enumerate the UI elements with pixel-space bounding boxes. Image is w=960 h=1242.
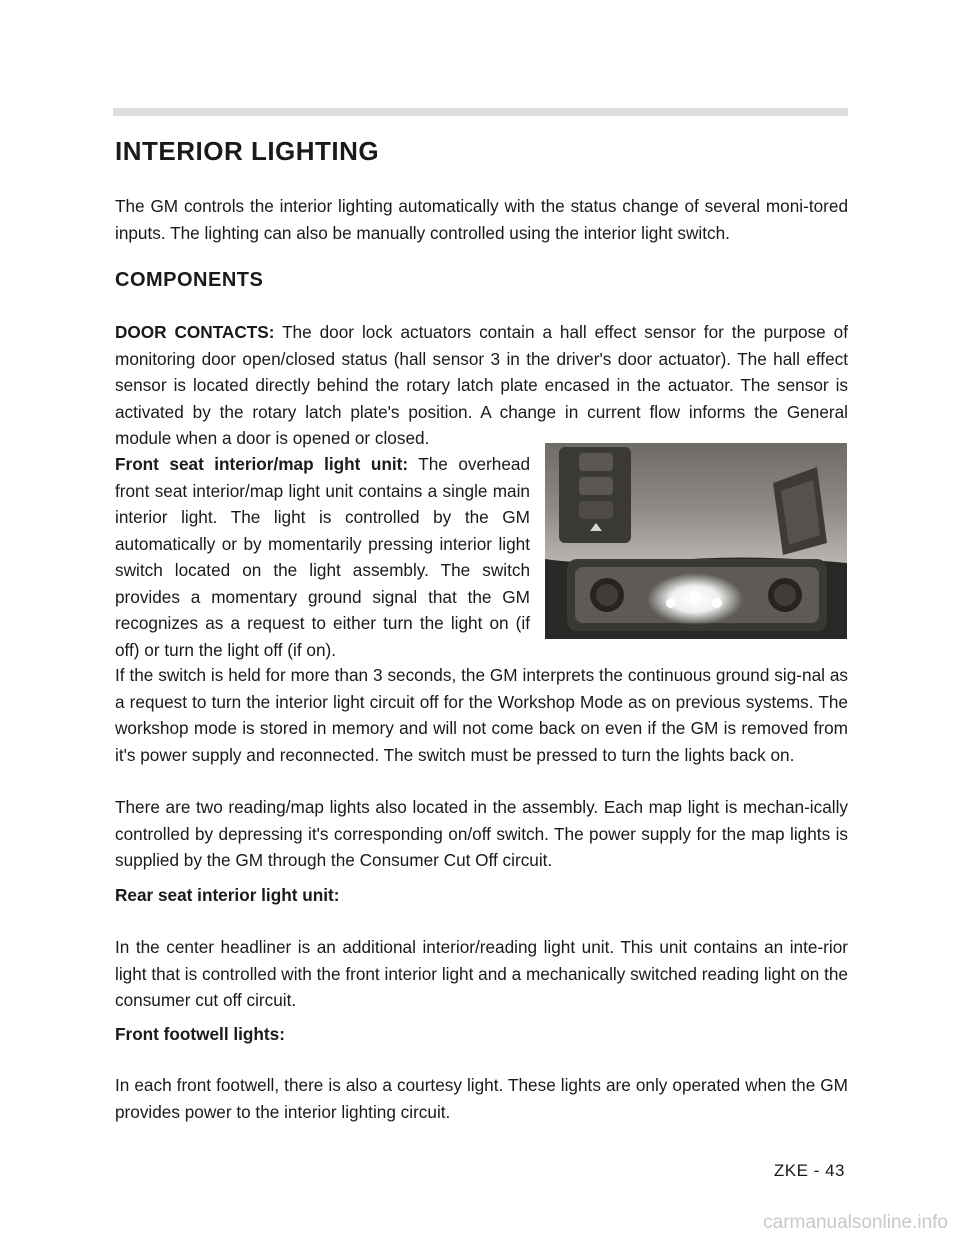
intro-paragraph: The GM controls the interior lighting automatically with the status change of several moni-tored inputs. The lighting can also be manually controlled using the interior light switch. (115, 196, 848, 243)
rear-seat-heading: Rear seat interior light unit: (115, 885, 340, 905)
map-light-unit-photo (545, 443, 847, 639)
footwell-paragraph: In each front footwell, there is also a courtesy light. These lights are only operated when the GM provides power to the interior lighting circuit. (115, 1075, 848, 1122)
header-rule (113, 108, 848, 116)
door-contacts-text: The door lock actuators contain a hall effect sensor for the purpose of monitoring door open/closed status (hall sensor 3 in the driver's door actuator). The hall effect sensor is located directly behind the rotary latch plate encased in the actuator. The sensor is activated by the rotary latch plate's position. A change in current flow informs the General module when a door is opened or closed. (115, 322, 849, 448)
footwell-heading: Front footwell lights: (115, 1024, 285, 1044)
page-title: INTERIOR LIGHTING (115, 136, 380, 166)
rear-seat-paragraph: In the center headliner is an additional interior/reading light unit. This unit contains an inte-rior light that is controlled with the front interior light and a mechanically switched reading light on the consumer cut off circuit. (115, 937, 848, 1010)
door-contacts-label: DOOR CONTACTS: (115, 322, 275, 342)
front-map-text: The overhead front seat interior/map light unit contains a single main interior light. The light is controlled by the GM automatically or by momentarily pressing interior light switch located on the light assembly. The switch provides a momentary ground signal that the GM recognizes as a request to either turn the light on (if off) or turn the light off (if on). (115, 454, 531, 660)
components-heading: COMPONENTS (115, 269, 264, 291)
door-contacts-paragraph (115, 319, 848, 452)
reading-lights-paragraph: There are two reading/map lights also located in the assembly. Each map light is mechan-ically controlled by depressing it's corresponding on/off switch. The power supply for the map lights is supplied by the GM through the Consumer Cut Off circuit. (115, 797, 848, 870)
front-map-paragraph (115, 451, 530, 663)
front-map-label: Front seat interior/map light unit: (115, 454, 409, 474)
watermark: carmanualsonline.info (763, 1212, 948, 1233)
page-number: ZKE - 43 (773, 1161, 845, 1180)
switch-held-paragraph: If the switch is held for more than 3 seconds, the GM interprets the continuous ground sig-nal as a request to turn the interior light circuit off for the Workshop Mode as on previous systems. The workshop mode is stored in memory and will not come back on even if the GM is removed from it's power supply and reconnected. The switch must be pressed to turn the lights back on. (115, 665, 848, 765)
